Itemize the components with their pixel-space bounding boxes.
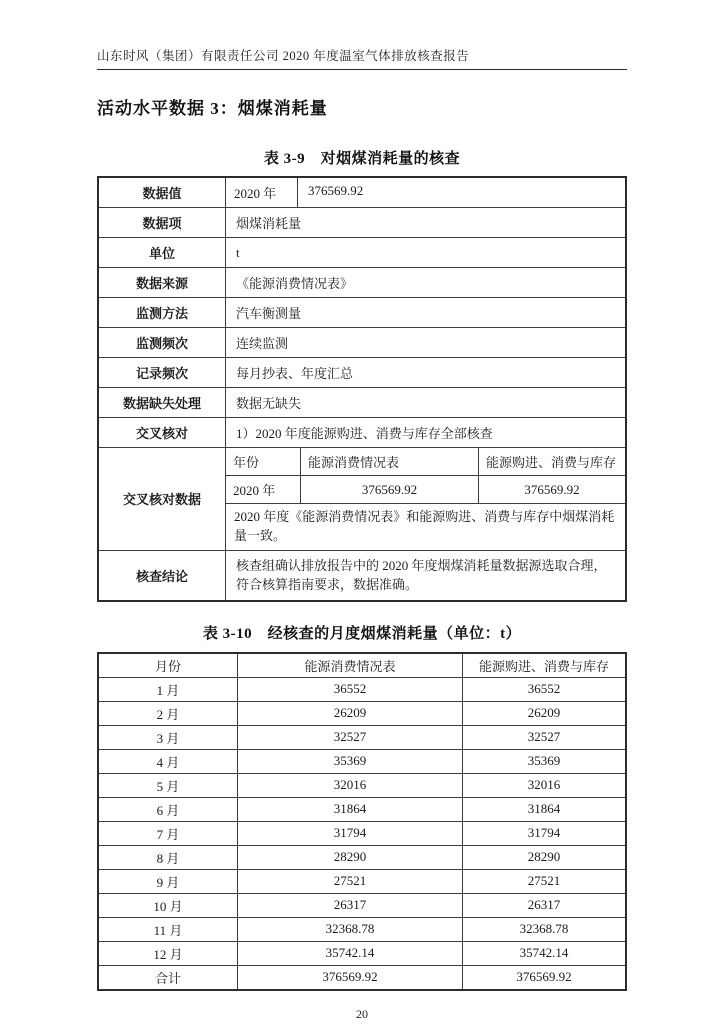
year-cell: 2020 年 (226, 476, 301, 504)
col-purchase-header: 能源购进、消费与库存 (463, 653, 627, 678)
row-monitoring-method (98, 298, 626, 328)
month-cell: 8 月 (98, 845, 238, 869)
total-purchase-cell: 376569.92 (463, 965, 627, 990)
table-3-9 (97, 176, 627, 602)
purchase-cell: 36552 (463, 677, 627, 701)
cross-check-note: 2020 年度《能源消费情况表》和能源购进、消费与库存中烟煤消耗量一致。 (234, 509, 615, 543)
table-row (98, 845, 626, 869)
purchase-cell: 26209 (463, 701, 627, 725)
row-data-source (98, 268, 626, 298)
table-row (98, 749, 626, 773)
table-3-10 (97, 652, 627, 991)
consumption-cell: 32527 (238, 725, 463, 749)
row-label: 数据缺失处理 (98, 388, 226, 418)
month-cell: 4 月 (98, 749, 238, 773)
purchase-cell: 28290 (463, 845, 627, 869)
row-value: 每月抄表、年度汇总 (226, 358, 627, 388)
purchase-cell: 32368.78 (463, 917, 627, 941)
table-row (98, 701, 626, 725)
row-cross-check-data (98, 448, 626, 551)
month-cell: 5 月 (98, 773, 238, 797)
row-value: 《能源消费情况表》 (226, 268, 627, 298)
row-value: 1）2020 年度能源购进、消费与库存全部核查 (226, 418, 627, 448)
row-value: 核查组确认排放报告中的 2020 年度烟煤消耗量数据源选取合理，符合核算指南要求，数据准确。 (226, 550, 627, 601)
row-label: 核查结论 (98, 550, 226, 601)
month-cell: 10 月 (98, 893, 238, 917)
cross-check-header-row (226, 448, 625, 476)
consumption-cell: 32368.78 (238, 917, 463, 941)
purchase-cell: 26317 (463, 893, 627, 917)
purchase-cell: 32527 (463, 725, 627, 749)
row-value: 烟煤消耗量 (226, 208, 627, 238)
month-cell: 3 月 (98, 725, 238, 749)
purchase-cell: 35742.14 (463, 941, 627, 965)
row-label: 数据值 (98, 177, 226, 208)
row-label: 监测频次 (98, 328, 226, 358)
consumption-cell: 26209 (238, 701, 463, 725)
cross-check-note-row (226, 504, 625, 550)
col-month-header: 月份 (98, 653, 238, 678)
report-title: 山东时风（集团）有限责任公司 2020 年度温室气体排放核查报告 (97, 49, 470, 63)
cross-check-inner-table (226, 448, 625, 550)
table-row (98, 821, 626, 845)
consumption-cell: 28290 (238, 845, 463, 869)
consumption-cell: 31794 (238, 821, 463, 845)
row-value: 数据无缺失 (226, 388, 627, 418)
row-label: 数据来源 (98, 268, 226, 298)
row-missing-data-handling (98, 388, 626, 418)
month-cell: 1 月 (98, 677, 238, 701)
table-row (98, 773, 626, 797)
purchase-cell: 32016 (463, 773, 627, 797)
row-monitoring-frequency (98, 328, 626, 358)
row-value: t (226, 238, 627, 268)
month-cell: 9 月 (98, 869, 238, 893)
consumption-cell: 32016 (238, 773, 463, 797)
table-3-9-caption: 表 3-9 对烟煤消耗量的核查 (263, 151, 461, 167)
row-data-item (98, 208, 626, 238)
month-cell: 7 月 (98, 821, 238, 845)
row-data-value (98, 177, 626, 208)
consumption-cell: 26317 (238, 893, 463, 917)
table-3-10-caption: 表 3-10 经核查的月度烟煤消耗量（单位：t） (202, 625, 522, 642)
report-page-content (97, 0, 627, 1022)
table-row (98, 941, 626, 965)
table-row (98, 893, 626, 917)
row-value: 连续监测 (226, 328, 627, 358)
row-recording-frequency (98, 358, 626, 388)
consumption-cell: 36552 (238, 677, 463, 701)
table-row (98, 869, 626, 893)
row-label: 交叉核对 (98, 418, 226, 448)
month-cell: 12 月 (98, 941, 238, 965)
data-value-number: 376569.92 (308, 183, 364, 198)
data-value-year: 2020 年 (226, 178, 298, 207)
total-consumption-cell: 376569.92 (238, 965, 463, 990)
purchase-cell: 31864 (463, 797, 627, 821)
purchase-value: 376569.92 (479, 476, 626, 504)
month-cell: 2 月 (98, 701, 238, 725)
purchase-cell: 27521 (463, 869, 627, 893)
consumption-cell: 31864 (238, 797, 463, 821)
row-unit (98, 238, 626, 268)
table-row (98, 725, 626, 749)
row-label: 数据项 (98, 208, 226, 238)
consumption-value: 376569.92 (301, 476, 479, 504)
table-row (98, 797, 626, 821)
purchase-cell: 31794 (463, 821, 627, 845)
row-conclusion (98, 550, 626, 601)
col-year-header: 年份 (226, 448, 301, 476)
row-label: 单位 (98, 238, 226, 268)
table-total-row (98, 965, 626, 990)
col-consumption-header: 能源消费情况表 (301, 448, 479, 476)
table-header-row (98, 653, 626, 678)
row-cross-check (98, 418, 626, 448)
consumption-cell: 35742.14 (238, 941, 463, 965)
page-header (97, 0, 627, 70)
col-purchase-header: 能源购进、消费与库存 (479, 448, 626, 476)
col-consumption-header: 能源消费情况表 (238, 653, 463, 678)
cross-check-data-cell (226, 448, 627, 551)
table-row (98, 677, 626, 701)
purchase-cell: 35369 (463, 749, 627, 773)
month-cell: 11 月 (98, 917, 238, 941)
section-heading: 活动水平数据 3：烟煤消耗量 (97, 99, 328, 118)
row-label: 记录频次 (98, 358, 226, 388)
row-value: 汽车衡测量 (226, 298, 627, 328)
month-cell: 6 月 (98, 797, 238, 821)
row-label: 交叉核对数据 (98, 448, 226, 551)
page-number: 20 (356, 1006, 368, 1021)
row-label: 监测方法 (98, 298, 226, 328)
total-label-cell: 合计 (98, 965, 238, 990)
table-row (98, 917, 626, 941)
row-value-cell (226, 177, 627, 208)
consumption-cell: 35369 (238, 749, 463, 773)
cross-check-value-row (226, 476, 625, 504)
consumption-cell: 27521 (238, 869, 463, 893)
data-value-split (226, 178, 625, 207)
